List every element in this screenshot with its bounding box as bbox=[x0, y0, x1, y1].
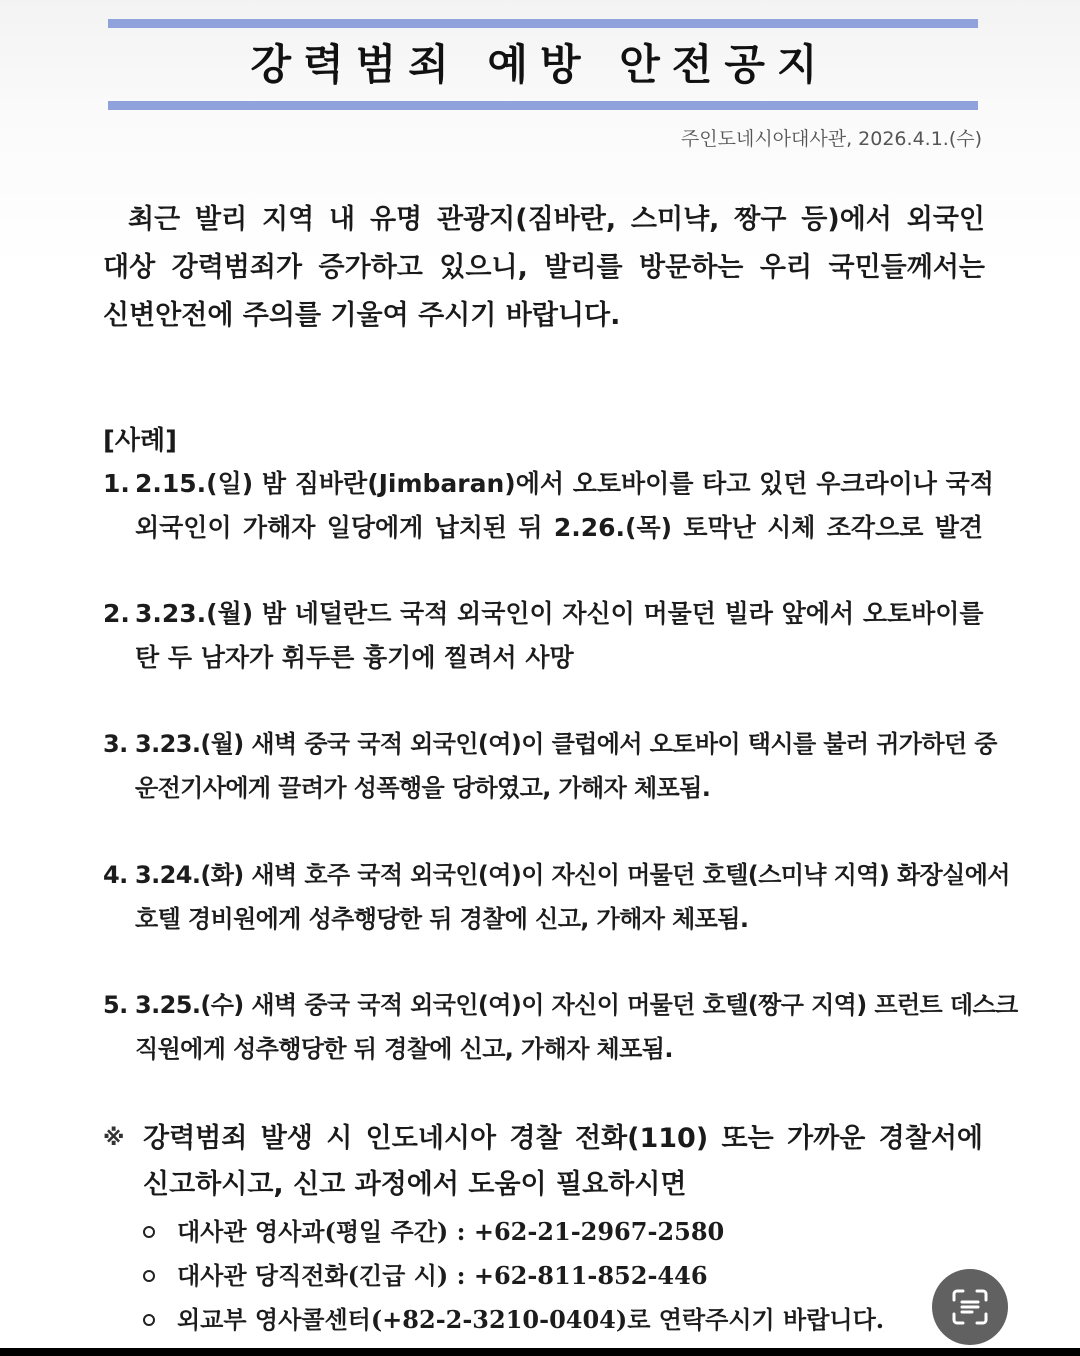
case-item bbox=[103, 722, 997, 810]
case-line: 3.23.(월) 밤 네덜란드 국적 외국인이 자신이 머물던 빌라 앞에서 오토바이를 bbox=[135, 599, 984, 628]
contact-item bbox=[143, 1298, 983, 1342]
case-line: 3.25.(수) 새벽 중국 국적 외국인(여)이 자신이 머물던 호텔(짱구 지역) 프런트 데스크 bbox=[135, 991, 1018, 1019]
title-bottom-rule bbox=[108, 101, 978, 110]
bullet-icon bbox=[143, 1226, 155, 1238]
intro-paragraph bbox=[103, 196, 985, 340]
intro-line: 대상 강력범죄가 증가하고 있으니, 발리를 방문하는 우리 국민들께서는 bbox=[103, 252, 985, 283]
case-line: 호텔 경비원에게 성추행당한 뒤 경찰에 신고, 가해자 체포됨. bbox=[135, 905, 749, 933]
bullet-icon bbox=[143, 1270, 155, 1282]
case-line: 3.24.(화) 새벽 호주 국적 외국인(여)이 자신이 머물던 호텔(스미냑 지역) 화장실에서 bbox=[135, 861, 1010, 889]
case-line: 탄 두 남자가 휘두른 흉기에 찔려서 사망 bbox=[135, 643, 574, 672]
intro-line: 최근 발리 지역 내 유명 관광지(짐바란, 스미냑, 짱구 등)에서 외국인 bbox=[128, 204, 985, 235]
case-number: 1. bbox=[103, 469, 130, 498]
contact-text: 대사관 영사과(평일 주간) : +62-21-2967-2580 bbox=[177, 1217, 725, 1246]
bullet-icon bbox=[143, 1314, 155, 1326]
cases-heading: [사례] bbox=[103, 426, 177, 456]
contact-text: 외교부 영사콜센터(+82-2-3210-0404)로 연락주시기 바랍니다. bbox=[177, 1305, 885, 1334]
contact-item bbox=[143, 1254, 983, 1298]
title-top-rule bbox=[108, 19, 978, 28]
case-number: 2. bbox=[103, 599, 130, 628]
case-item bbox=[103, 592, 983, 680]
intro-line: 신변안전에 주의를 기울여 주시기 바랍니다. bbox=[103, 300, 621, 331]
case-line: 운전기사에게 끌려가 성폭행을 당하였고, 가해자 체포됨. bbox=[135, 774, 711, 802]
case-number: 5. bbox=[103, 991, 128, 1019]
note-line: 강력범죄 발생 시 인도네시아 경찰 전화(110) 또는 가까운 경찰서에 bbox=[143, 1123, 983, 1154]
contact-item bbox=[143, 1210, 983, 1254]
contact-text: 대사관 당직전화(긴급 시) : +62-811-852-446 bbox=[177, 1261, 708, 1290]
case-line: 외국인이 가해자 일당에게 납치된 뒤 2.26.(목) 토막난 시체 조각으로 발견 bbox=[135, 513, 983, 542]
case-line: 직원에게 성추행당한 뒤 경찰에 신고, 가해자 체포됨. bbox=[135, 1035, 673, 1063]
case-number: 4. bbox=[103, 861, 128, 889]
contact-list bbox=[143, 1210, 983, 1342]
document-title: 강력범죄 예방 안전공지 bbox=[250, 40, 830, 89]
reference-mark: ※ bbox=[103, 1126, 125, 1151]
emergency-note bbox=[103, 1116, 983, 1208]
note-line: 신고하시고, 신고 과정에서 도움이 필요하시면 bbox=[143, 1169, 687, 1200]
text-scan-icon bbox=[948, 1285, 992, 1329]
text-scan-button[interactable] bbox=[932, 1269, 1008, 1345]
bottom-edge-bar bbox=[0, 1348, 1080, 1356]
issuer-date: 주인도네시아대사관, 2026.4.1.(수) bbox=[680, 128, 982, 150]
case-number: 3. bbox=[103, 730, 128, 758]
case-item bbox=[103, 462, 994, 550]
case-line: 3.23.(월) 새벽 중국 국적 외국인(여)이 클럽에서 오토바이 택시를 불러 귀가하던 중 bbox=[135, 730, 997, 758]
case-item bbox=[103, 853, 1010, 941]
case-item bbox=[103, 983, 1018, 1071]
case-line: 2.15.(일) 밤 짐바란(Jimbaran)에서 오토바이를 타고 있던 우크라이나 국적 bbox=[135, 469, 994, 498]
